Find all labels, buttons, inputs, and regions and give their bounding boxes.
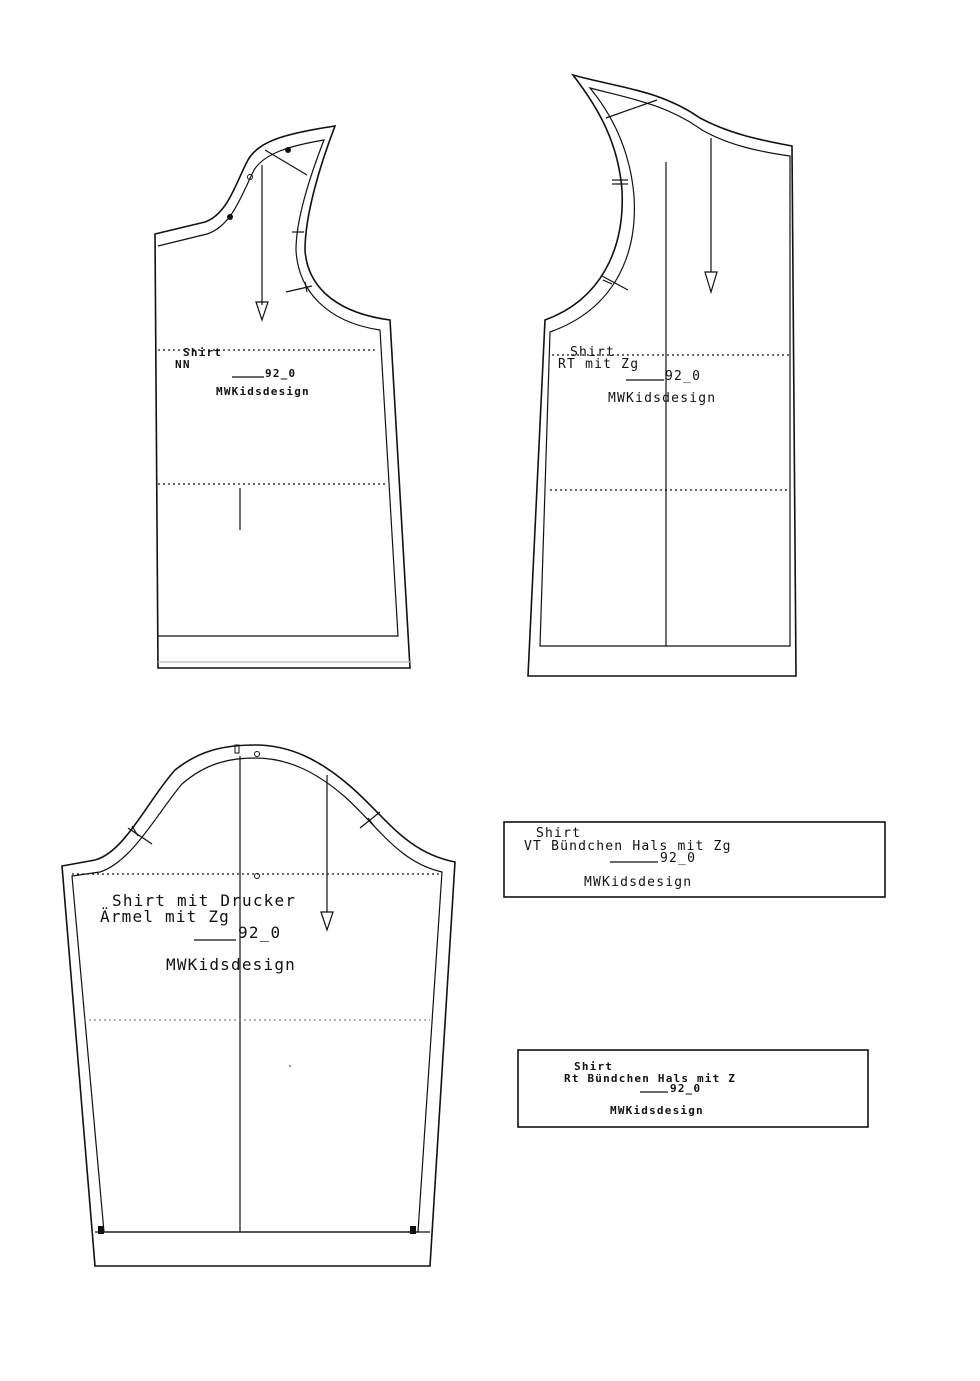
sleeve-size: 92_0 xyxy=(238,923,282,942)
front-label-line1: Shirt xyxy=(183,346,223,359)
back-piece xyxy=(528,75,796,676)
neckband-front-line2: VT Bündchen Hals mit Zg xyxy=(524,839,732,854)
neckband-back-piece xyxy=(518,1050,868,1127)
sleeve-brand: MWKidsdesign xyxy=(166,955,296,974)
neckband-front-size: 92_0 xyxy=(660,851,697,866)
sleeve-label-line2: Ärmel mit Zg xyxy=(100,907,230,926)
front-label-line2: NN xyxy=(175,358,191,371)
neckband-back-brand: MWKidsdesign xyxy=(610,1104,704,1117)
neckband-front-line1: Shirt xyxy=(536,826,582,841)
sleeve-piece xyxy=(62,745,455,1266)
back-label-line1: Shirt xyxy=(570,345,616,360)
neckband-back-line2: Rt Bündchen Hals mit Z xyxy=(564,1072,737,1085)
marker-dot xyxy=(285,147,291,153)
marker-dot xyxy=(227,214,233,220)
marker-dot xyxy=(255,752,260,757)
front-brand: MWKidsdesign xyxy=(216,385,310,398)
front-size: 92_0 xyxy=(265,367,297,380)
neckband-back-size: 92_0 xyxy=(670,1082,702,1095)
neckband-front-piece xyxy=(504,822,885,897)
back-size: 92_0 xyxy=(665,369,702,384)
sleeve-label-line1: Shirt mit Drucker xyxy=(112,891,297,910)
back-label-line2: RT mit Zg xyxy=(558,357,640,372)
neckband-back-line1: Shirt xyxy=(574,1060,614,1073)
back-brand: MWKidsdesign xyxy=(608,391,717,406)
neckband-front-brand: MWKidsdesign xyxy=(584,875,693,890)
front-piece xyxy=(155,126,410,668)
